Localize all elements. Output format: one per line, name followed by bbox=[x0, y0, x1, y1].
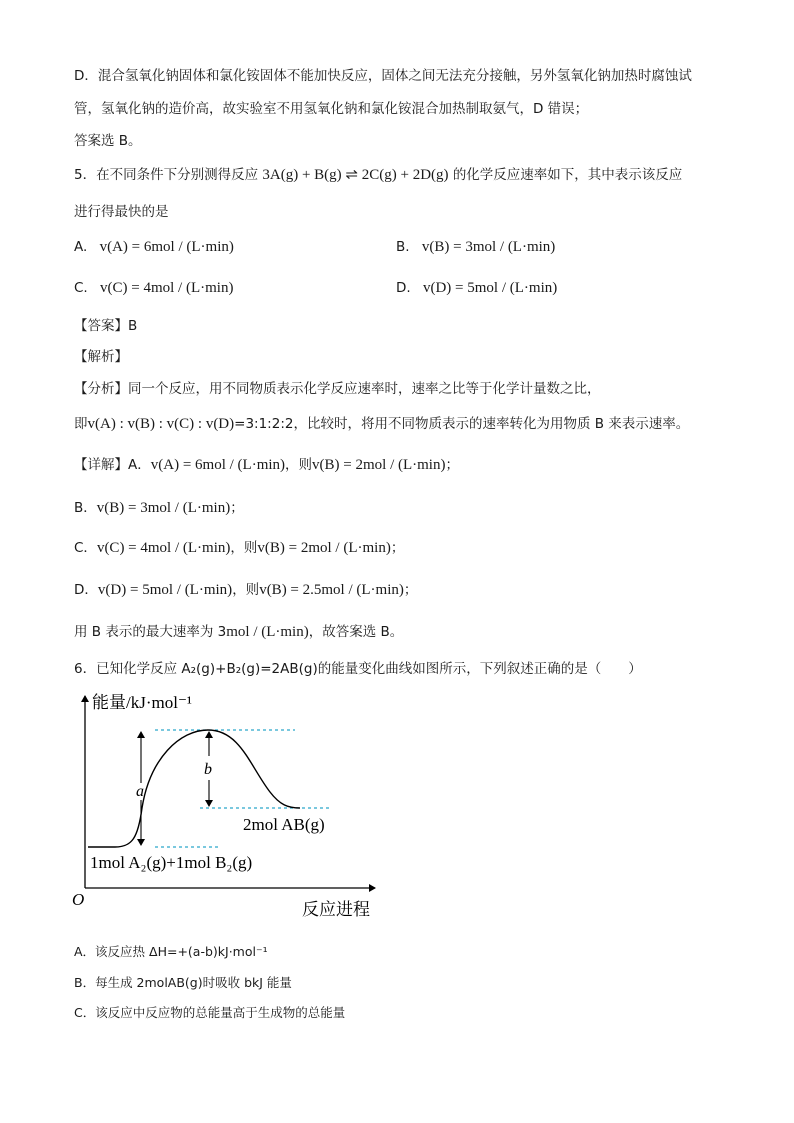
text: 用 B 表示的最大速率为 3 bbox=[74, 624, 227, 640]
option-text: v(C) = 4mol / (L·min) bbox=[100, 280, 234, 296]
text: ； bbox=[403, 582, 418, 598]
energy-diagram bbox=[70, 688, 390, 928]
q5-option-a bbox=[74, 237, 234, 257]
q6-option-c: C．该反应中反应物的总能量高于生成物的总能量 bbox=[74, 1005, 346, 1020]
q5-detail-c bbox=[74, 538, 404, 558]
q6-option-a: A．该反应热 ΔH=+(a-b)kJ·mol⁻¹ bbox=[74, 944, 268, 959]
text: ； bbox=[230, 500, 244, 516]
q5-detail-d bbox=[74, 580, 417, 600]
text: ； bbox=[445, 457, 459, 473]
product-label: 2mol AB(g) bbox=[243, 815, 325, 834]
y-axis-label: 能量/kJ·mol⁻¹ bbox=[92, 693, 193, 712]
text: 【详解】A． bbox=[74, 457, 151, 473]
text: ； bbox=[390, 540, 405, 556]
label-a: a bbox=[136, 783, 144, 800]
text: ，则 bbox=[230, 540, 258, 556]
option-d-explanation-line-2: 管，氢氧化钠的造价高，故实验室不用氢氧化钠和氯化铵混合加热制取氨气，D 错误； bbox=[74, 101, 589, 117]
text: ，故答案选 B。 bbox=[308, 624, 404, 640]
math: v(A) = 6mol / (L·min) bbox=[150, 457, 286, 473]
text: C． bbox=[74, 540, 97, 556]
q5-analysis-heading: 【解析】 bbox=[74, 349, 128, 365]
q5-detail-b bbox=[74, 498, 244, 518]
text: 即 bbox=[74, 416, 88, 432]
math: mol / (L·min) bbox=[226, 624, 309, 640]
text: B． bbox=[74, 500, 97, 516]
label-b: b bbox=[204, 761, 212, 778]
math: v(B) = 2.5mol / (L·min) bbox=[259, 582, 404, 598]
q5-option-c bbox=[74, 278, 233, 298]
option-text: v(D) = 5mol / (L·min) bbox=[422, 280, 558, 296]
q6-option-b: B．每生成 2molAB(g)时吸收 bkJ 能量 bbox=[74, 975, 292, 990]
q5-stem-line-1 bbox=[74, 165, 682, 185]
math: v(C) = 4mol / (L·min) bbox=[96, 540, 231, 556]
q5-stem-text: 5．在不同条件下分别测得反应 bbox=[74, 167, 259, 183]
q5-equation: 3A(g) + B(g) ⇌ 2C(g) + 2D(g) bbox=[262, 167, 449, 183]
text: D． bbox=[74, 582, 98, 598]
option-text: v(A) = 6mol / (L·min) bbox=[99, 239, 234, 255]
option-text: v(B) = 3mol / (L·min) bbox=[421, 239, 556, 255]
q5-answer: 【答案】B bbox=[74, 318, 138, 334]
q5-option-d bbox=[396, 278, 557, 298]
option-label: D. bbox=[396, 280, 411, 296]
q5-stem-text-2: 的化学反应速率如下，其中表示该反应 bbox=[452, 167, 683, 183]
q5-fenxi-line-2 bbox=[74, 414, 689, 434]
origin-label: O bbox=[72, 890, 85, 909]
q5-detail-a bbox=[74, 455, 459, 475]
math: v(D) = 5mol / (L·min) bbox=[97, 582, 233, 598]
text: ，则 bbox=[232, 582, 260, 598]
option-label: A. bbox=[74, 239, 88, 255]
q5-stem-line-2: 进行得最快的是 bbox=[74, 204, 169, 220]
math: v(B) = 2mol / (L·min) bbox=[312, 457, 446, 473]
q6-stem: 6．已知化学反应 A₂(g)+B₂(g)=2AB(g)的能量变化曲线如图所示，下列叙述正确的是（ ） bbox=[74, 661, 642, 677]
option-d-explanation-line-1: D．混合氢氧化钠固体和氯化铵固体不能加快反应，固体之间无法充分接触，另外氢氧化钠加热时腐蚀试 bbox=[74, 68, 692, 84]
q5-conclusion bbox=[74, 622, 403, 642]
text: =3:1:2:2，比较时，将用不同物质表示的速率转化为用物质 B 来表示速率。 bbox=[234, 416, 690, 432]
text: ，则 bbox=[285, 457, 313, 473]
x-axis-label: 反应进程 bbox=[302, 900, 370, 919]
math: v(B) = 2mol / (L·min) bbox=[257, 540, 391, 556]
q5-option-b bbox=[396, 237, 555, 257]
option-label: B. bbox=[396, 239, 410, 255]
rate-ratio-expression: v(A) : v(B) : v(C) : v(D) bbox=[87, 416, 235, 432]
math: v(B) = 3mol / (L·min) bbox=[96, 500, 231, 516]
reactant-label: 1mol A₂(g)+1mol B₂(g) bbox=[90, 853, 253, 872]
option-label: C. bbox=[74, 280, 88, 296]
q5-fenxi-line-1: 【分析】同一个反应，用不同物质表示化学反应速率时，速率之比等于化学计量数之比， bbox=[74, 381, 601, 397]
q4-answer: 答案选 B。 bbox=[74, 133, 142, 149]
